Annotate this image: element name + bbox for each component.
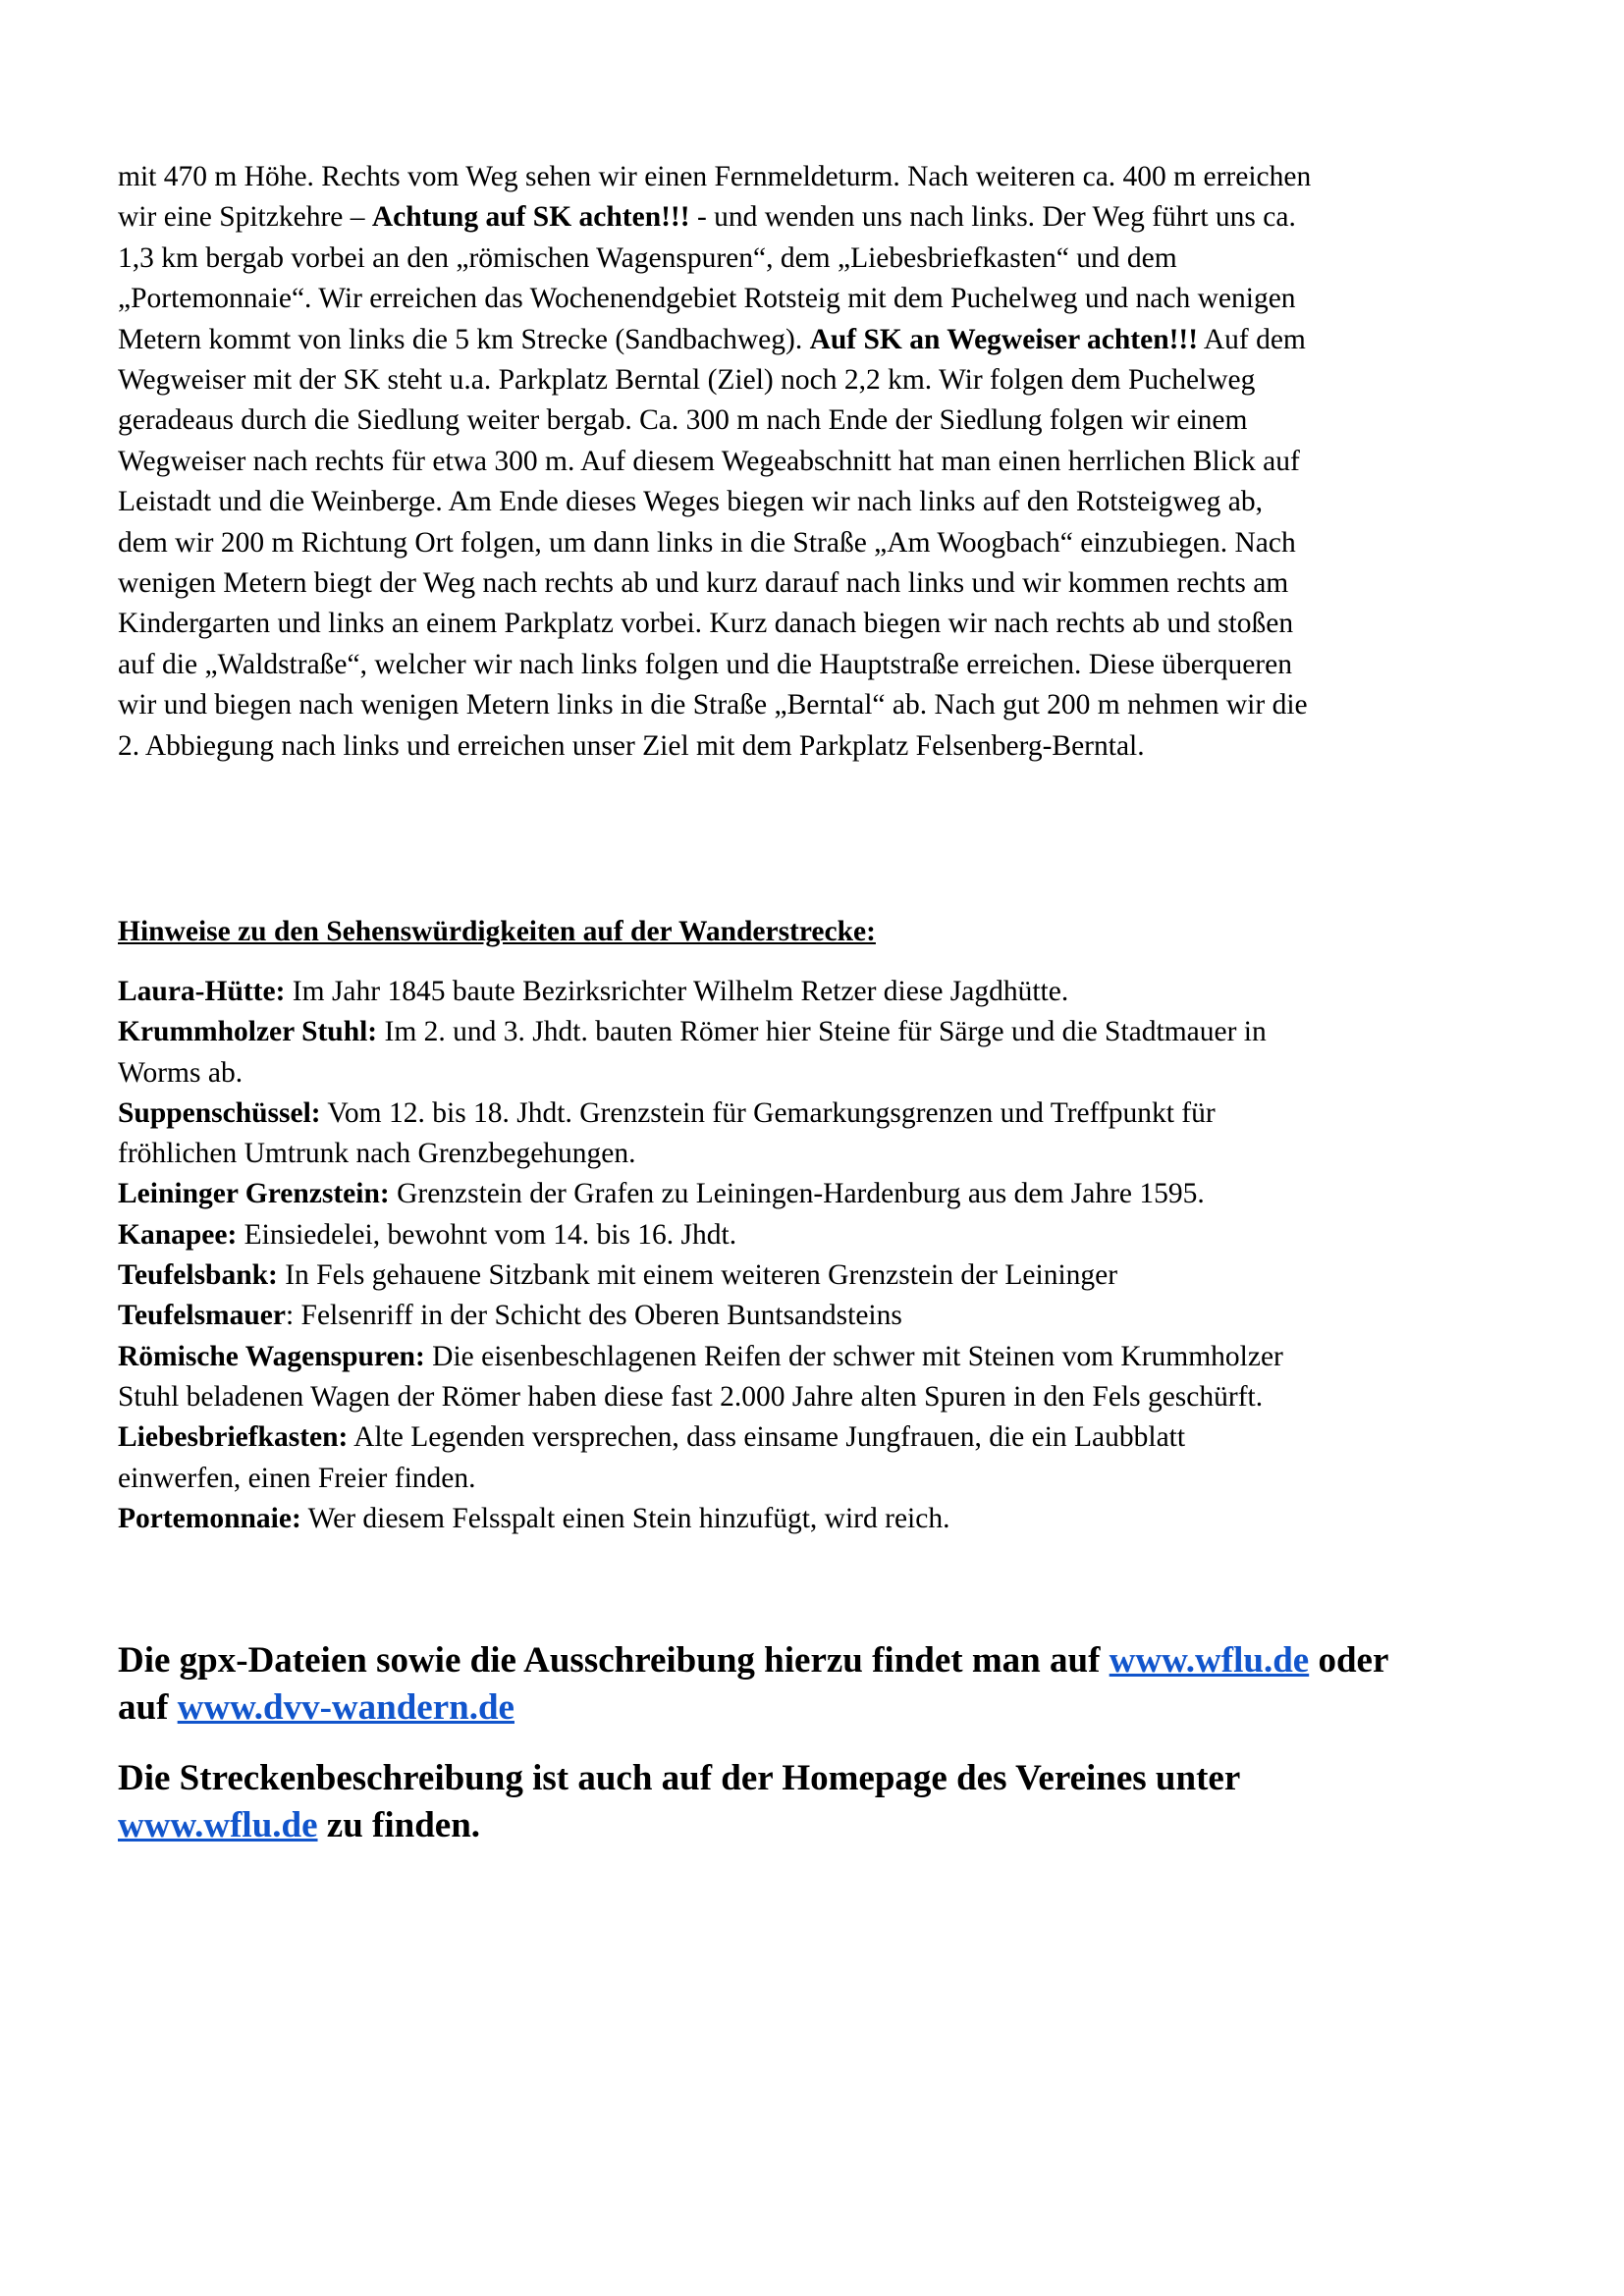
route-line bbox=[118, 685, 1492, 725]
route-line bbox=[118, 157, 1492, 197]
route-line bbox=[118, 726, 1492, 767]
sights-bold-text: Teufelsbank: bbox=[118, 1259, 278, 1292]
sights-line bbox=[118, 1215, 1283, 1255]
route-line bbox=[118, 482, 1492, 522]
route-line bbox=[118, 563, 1492, 604]
downloads-text: Die gpx-Dateien sowie die Ausschreibung hierzu findet man auf bbox=[118, 1640, 1110, 1681]
route-bold-text: Auf SK an Wegweiser achten!!! bbox=[809, 323, 1199, 355]
sights-line bbox=[118, 1012, 1283, 1052]
sights-text: einwerfen, einen Freier finden. bbox=[118, 1462, 476, 1494]
sights-line bbox=[118, 1377, 1283, 1417]
route-text: Metern kommt von links die 5 km Strecke (Sandbachweg). bbox=[118, 323, 810, 355]
sights-text: fröhlichen Umtrunk nach Grenzbegehungen. bbox=[118, 1138, 636, 1170]
sights-bold-text: Krummholzer Stuhl: bbox=[118, 1016, 378, 1048]
route-bold-text: Achtung auf SK achten!!! bbox=[371, 201, 690, 234]
sights-text: Grenzstein der Grafen zu Leiningen-Hardenburg aus dem Jahre 1595. bbox=[389, 1178, 1205, 1210]
route-text: 2. Abbiegung nach links und erreichen unser Ziel mit dem Parkplatz Felsenberg-Berntal. bbox=[118, 729, 1145, 762]
downloads-notice bbox=[118, 1637, 1512, 1732]
route-text: mit 470 m Höhe. Rechts vom Weg sehen wir einen Fernmeldeturm. Nach weiteren ca. 400 m erreichen bbox=[118, 161, 1312, 192]
route-text: auf die „Waldstraße“, welcher wir nach links folgen und die Hauptstraße erreichen. Diese überqueren bbox=[118, 648, 1292, 680]
sights-text: Worms ab. bbox=[118, 1056, 244, 1089]
sights-heading: Hinweise zu den Sehenswürdigkeiten auf der Wanderstrecke: bbox=[118, 916, 876, 947]
route-paragraph bbox=[118, 157, 1492, 767]
route-line bbox=[118, 197, 1492, 238]
sights-text: Im Jahr 1845 baute Bezirksrichter Wilhelm Retzer diese Jagdhütte. bbox=[285, 976, 1069, 1007]
sights-line bbox=[118, 1094, 1283, 1134]
route-text: Wegweiser nach rechts für etwa 300 m. Auf diesem Wegeabschnitt hat man einen herrlichen Blick auf bbox=[118, 445, 1300, 477]
sights-text: Die eisenbeschlagenen Reifen der schwer mit Steinen vom Krummholzer bbox=[424, 1340, 1283, 1372]
route-text: Kindergarten und links an einem Parkplatz vorbei. Kurz danach biegen wir nach rechts ab und stoßen bbox=[118, 608, 1294, 640]
sights-line bbox=[118, 1417, 1283, 1458]
route-text: Leistadt und die Weinberge. Am Ende dieses Weges biegen wir nach links auf den Rotsteigweg ab, bbox=[118, 486, 1263, 518]
sights-text: Stuhl beladenen Wagen der Römer haben diese fast 2.000 Jahre alten Spuren in den Fels geschürft. bbox=[118, 1380, 1264, 1413]
sights-text: Vom 12. bis 18. Jhdt. Grenzstein für Gemarkungsgrenzen und Treffpunkt für bbox=[320, 1096, 1216, 1129]
sights-line bbox=[118, 1174, 1283, 1214]
sights-bold-text: Portemonnaie: bbox=[118, 1502, 301, 1534]
sights-text: Alte Legenden versprechen, dass einsame Jungfrauen, die ein Laubblatt bbox=[348, 1421, 1186, 1454]
sights-text: Im 2. und 3. Jhdt. bauten Römer hier Steine für Särge und die Stadtmauer in bbox=[377, 1016, 1267, 1048]
sights-bold-text: Kanapee: bbox=[118, 1218, 238, 1251]
sights-bold-text: Suppenschüssel: bbox=[118, 1096, 321, 1129]
route-description bbox=[118, 157, 1492, 767]
route-text: Auf dem bbox=[1198, 323, 1306, 355]
sights-bold-text: Leininger Grenzstein: bbox=[118, 1178, 390, 1210]
route-text: wenigen Metern biegt der Weg nach rechts ab und kurz darauf nach links und wir kommen rechts am bbox=[118, 567, 1289, 600]
route-text: wir und biegen nach wenigen Metern links in die Straße „Berntal“ ab. Nach gut 200 m nehmen wir die bbox=[118, 689, 1308, 721]
route-text: dem wir 200 m Richtung Ort folgen, um dann links in die Straße „Am Woogbach“ einzubiegen. Nach bbox=[118, 526, 1296, 559]
route-line bbox=[118, 604, 1492, 644]
sights-text: In Fels gehauene Sitzbank mit einem weiteren Grenzstein der Leininger bbox=[277, 1259, 1118, 1292]
sights-line bbox=[118, 1337, 1283, 1377]
sights-line bbox=[118, 1499, 1283, 1539]
route-text: Wegweiser mit der SK steht u.a. Parkplatz Berntal (Ziel) noch 2,2 km. Wir folgen dem Puchelweg bbox=[118, 364, 1256, 397]
sights-bold-text: Römische Wagenspuren: bbox=[118, 1340, 425, 1372]
route-line bbox=[118, 279, 1492, 319]
sights-line bbox=[118, 1255, 1283, 1296]
downloads-oder: oder bbox=[1309, 1640, 1389, 1681]
route-line bbox=[118, 645, 1492, 685]
route-text: wir eine Spitzkehre – bbox=[118, 201, 372, 234]
homepage-wflu-link[interactable]: www.wflu.de bbox=[118, 1805, 318, 1845]
route-text: - und wenden uns nach links. Der Weg führt uns ca. bbox=[689, 201, 1296, 234]
sights-text: Wer diesem Felsspalt einen Stein hinzufügt, wird reich. bbox=[300, 1502, 950, 1534]
route-text: 1,3 km bergab vorbei an den „römischen Wagenspuren“, dem „Liebesbriefkasten“ und dem bbox=[118, 241, 1177, 274]
sights-line bbox=[118, 1296, 1283, 1336]
route-line bbox=[118, 320, 1492, 360]
route-text: geradeaus durch die Siedlung weiter bergab. Ca. 300 m nach Ende der Siedlung folgen wir einem bbox=[118, 404, 1248, 437]
route-line bbox=[118, 400, 1492, 441]
homepage-notice bbox=[118, 1755, 1512, 1849]
sights-bold-text: Teufelsmauer bbox=[118, 1300, 286, 1332]
sights-line bbox=[118, 1134, 1283, 1174]
route-line bbox=[118, 360, 1492, 400]
route-line bbox=[118, 239, 1492, 279]
downloads-auf: auf bbox=[118, 1687, 178, 1728]
sights-bold-text: Laura-Hütte: bbox=[118, 976, 286, 1007]
sights-text: : Felsenriff in der Schicht des Oberen Buntsandsteins bbox=[285, 1300, 902, 1332]
sights-list bbox=[118, 972, 1283, 1539]
route-line bbox=[118, 442, 1492, 482]
route-line bbox=[118, 523, 1492, 563]
homepage-text: Die Streckenbeschreibung ist auch auf der Homepage des Vereines unter bbox=[118, 1758, 1241, 1798]
sights-bold-text: Liebesbriefkasten: bbox=[118, 1421, 349, 1454]
sights-line bbox=[118, 1459, 1283, 1499]
sights-line bbox=[118, 972, 1283, 1012]
wflu-link[interactable]: www.wflu.de bbox=[1109, 1640, 1310, 1681]
sights-text: Einsiedelei, bewohnt vom 14. bis 16. Jhdt. bbox=[237, 1218, 737, 1251]
homepage-suffix: zu finden. bbox=[317, 1805, 481, 1845]
dvv-wandern-link[interactable]: www.dvv-wandern.de bbox=[177, 1687, 514, 1728]
route-text: „Portemonnaie“. Wir erreichen das Wochenendgebiet Rotsteig mit dem Puchelweg und nach wenigen bbox=[118, 283, 1296, 315]
sights-line bbox=[118, 1053, 1283, 1094]
